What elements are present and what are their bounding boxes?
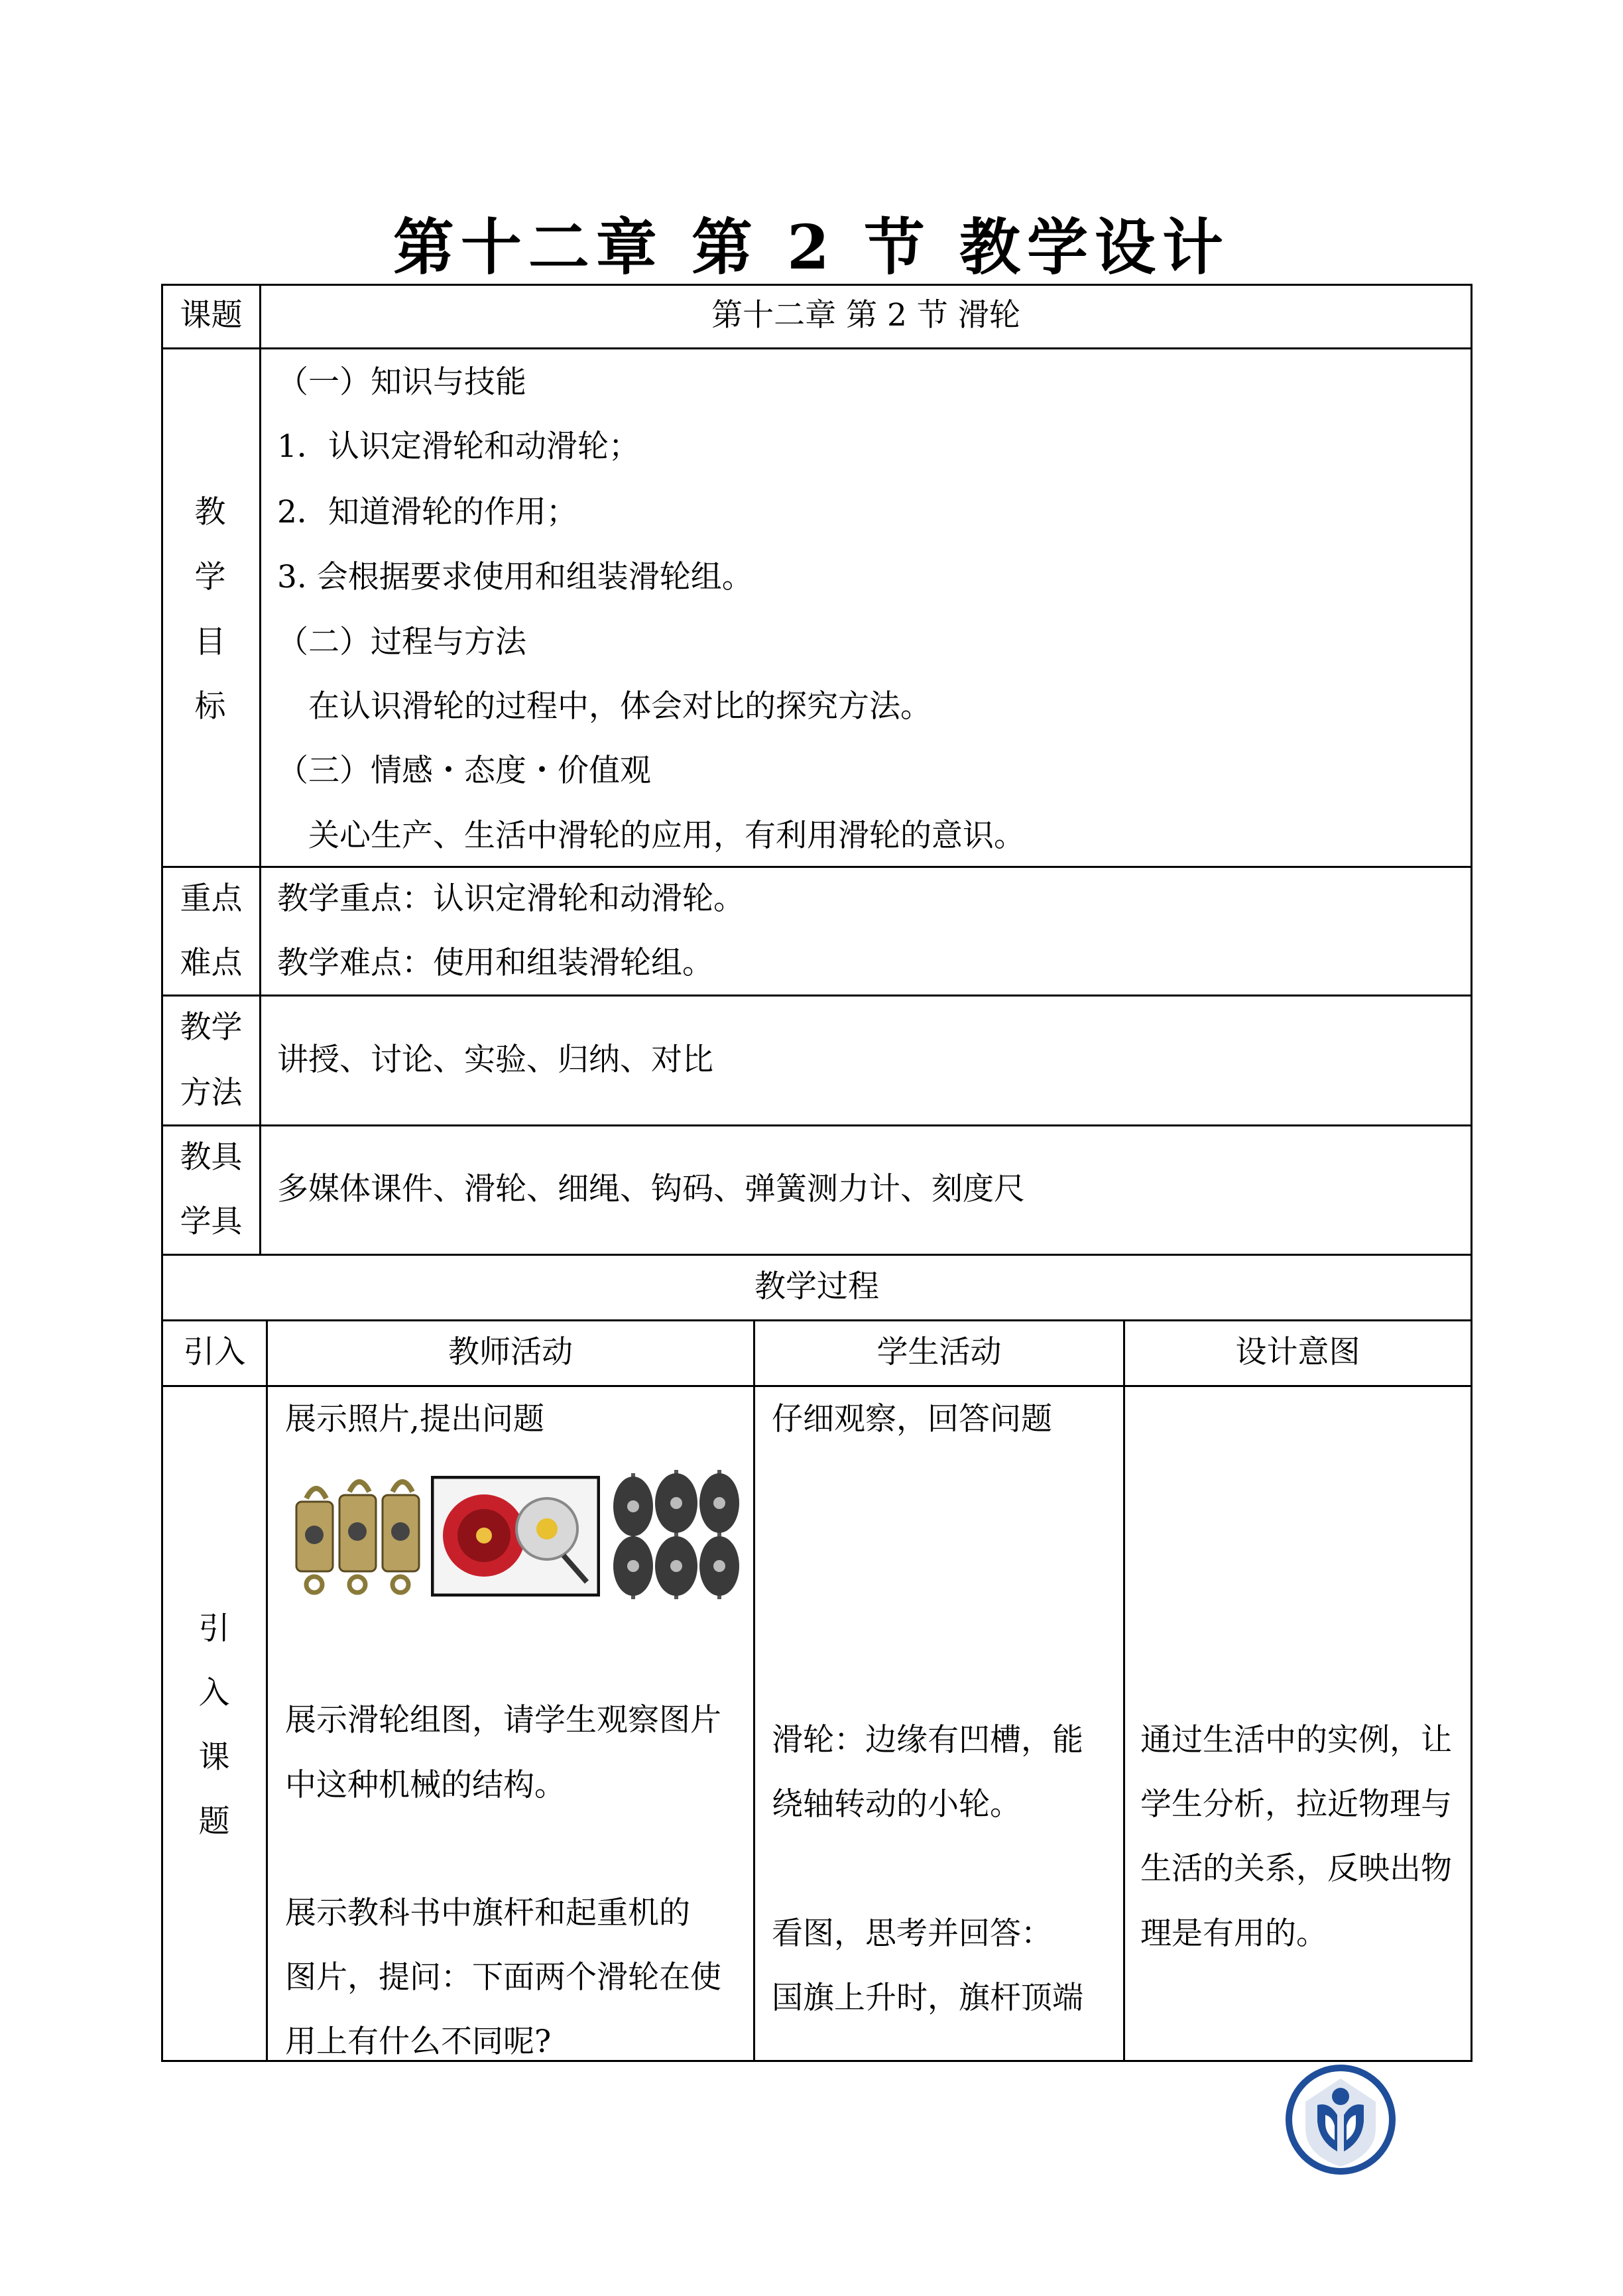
keypoints-label-line: 难点 xyxy=(180,945,243,981)
design-intent-line: 理是有用的。 xyxy=(1140,1915,1327,1952)
objectives-label-char: 目 xyxy=(194,624,226,660)
column-header-teacher: 教师活动 xyxy=(448,1334,573,1370)
design-intent-line: 学生分析，拉近物理与 xyxy=(1140,1786,1452,1823)
keypoint-line: 教学重点：认识定滑轮和动滑轮。 xyxy=(277,880,745,917)
tools-label-line: 学具 xyxy=(180,1203,243,1240)
snatch-blocks-photo xyxy=(607,1467,743,1606)
teacher-activity-3-line: 用上有什么不同呢? xyxy=(285,2024,552,2060)
design-intent-line: 生活的关系，反映出物 xyxy=(1140,1850,1452,1887)
objectives-label-char: 标 xyxy=(194,688,226,725)
teacher-activity-2-line: 中这种机械的结构。 xyxy=(285,1767,566,1803)
intro-label-char: 课 xyxy=(198,1739,230,1776)
tools-value: 多媒体课件、滑轮、细绳、钩码、弹簧测力计、刻度尺 xyxy=(277,1171,1025,1207)
column-header-student: 学生活动 xyxy=(876,1334,1002,1370)
topic-label: 课题 xyxy=(180,297,243,333)
red-pulley-photo xyxy=(431,1476,600,1597)
student-activity-3-line: 看图，思考并回答： xyxy=(772,1915,1052,1952)
methods-label-line: 教学 xyxy=(180,1009,243,1046)
objectives-line: 关心生产、生活中滑轮的应用，有利用滑轮的意识。 xyxy=(308,817,1025,854)
process-header: 教学过程 xyxy=(754,1268,879,1305)
topic-value: 第十二章 第 2 节 滑轮 xyxy=(711,297,1020,333)
teacher-activity-3-line: 图片，提问：下面两个滑轮在使 xyxy=(285,1959,721,1996)
objectives-line: （三）情感・态度・价值观 xyxy=(277,753,651,789)
methods-value: 讲授、讨论、实验、归纳、对比 xyxy=(277,1042,713,1078)
column-header-intro: 引入 xyxy=(183,1334,246,1370)
objectives-label-char: 学 xyxy=(194,559,226,595)
student-activity-1: 仔细观察，回答问题 xyxy=(772,1401,1052,1437)
design-intent-line: 通过生活中的实例，让 xyxy=(1140,1722,1452,1758)
objectives-label-char: 教 xyxy=(194,494,226,530)
student-activity-3-line: 国旗上升时，旗杆顶端 xyxy=(772,1980,1083,2016)
objectives-line: 1．认识定滑轮和动滑轮； xyxy=(277,428,640,465)
objectives-line: 在认识滑轮的过程中，体会对比的探究方法。 xyxy=(308,688,932,725)
column-header-intent: 设计意图 xyxy=(1235,1334,1360,1370)
document-title: 第十二章 第 2 节 教学设计 xyxy=(392,211,1231,283)
intro-label-char: 入 xyxy=(198,1675,230,1711)
keypoint-line: 教学难点：使用和组装滑轮组。 xyxy=(277,945,713,981)
student-activity-2-line: 绕轴转动的小轮。 xyxy=(772,1786,1021,1823)
objectives-line: 2．知道滑轮的作用； xyxy=(277,494,577,530)
methods-label-line: 方法 xyxy=(180,1075,243,1111)
school-logo-icon xyxy=(1283,2062,1399,2178)
objectives-line: （一）知识与技能 xyxy=(277,364,526,400)
student-activity-2-line: 滑轮：边缘有凹槽，能 xyxy=(772,1722,1083,1758)
keypoints-label-line: 重点 xyxy=(180,880,243,917)
intro-label-char: 题 xyxy=(198,1803,230,1840)
teacher-activity-1: 展示照片,提出问题 xyxy=(285,1401,544,1437)
teacher-activity-2-line: 展示滑轮组图，请学生观察图片 xyxy=(285,1702,721,1738)
tools-label-line: 教具 xyxy=(180,1139,243,1176)
objectives-line: 3. 会根据要求使用和组装滑轮组。 xyxy=(277,559,753,595)
objectives-line: （二）过程与方法 xyxy=(277,624,526,660)
pulley-blocks-photo xyxy=(286,1472,426,1604)
intro-label-char: 引 xyxy=(198,1610,230,1647)
teacher-activity-3-line: 展示教科书中旗杆和起重机的 xyxy=(285,1895,690,1931)
